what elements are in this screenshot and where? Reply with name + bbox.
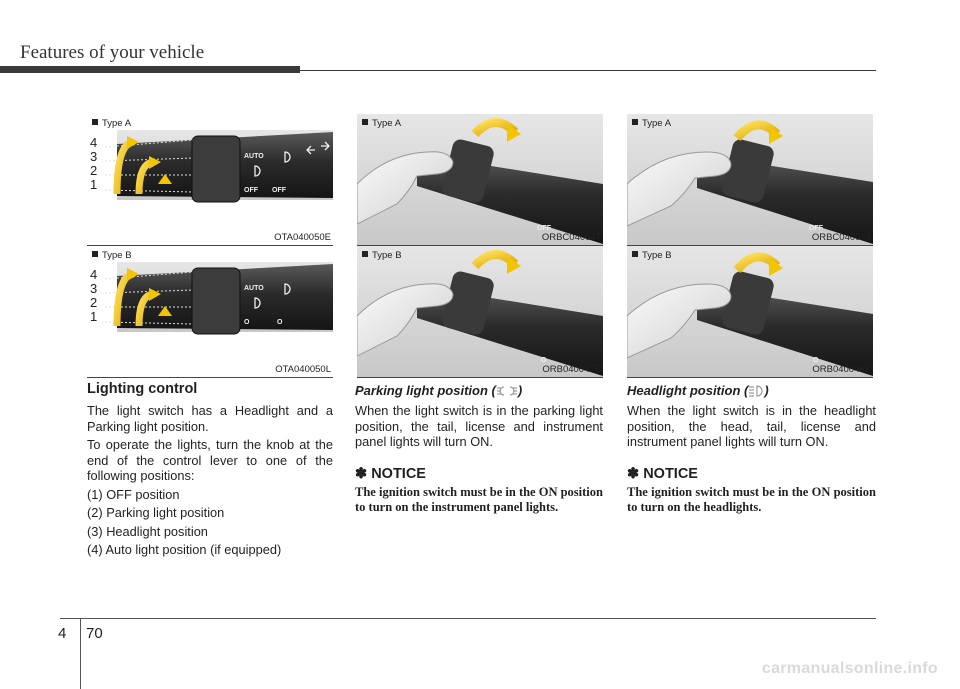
lever-off-label-2: OFF	[272, 187, 286, 194]
section-heading: Parking light position ( )	[355, 383, 603, 401]
header-bar	[0, 66, 300, 73]
parking-light-section	[355, 383, 603, 515]
lever-auto-label: AUTO	[244, 153, 264, 160]
position-number-1: 1	[90, 309, 98, 324]
section-heading: Headlight position ( )	[627, 383, 876, 401]
lever-auto-label: AUTO	[244, 285, 264, 292]
watermark: carmanualsonline.info	[761, 660, 938, 677]
paragraph: The light switch has a Headlight and a Parking light position.	[87, 403, 333, 434]
lever-illustration	[87, 114, 333, 246]
list-item: (2) Parking light position	[87, 505, 225, 520]
lever-illustration	[87, 246, 333, 378]
footer-divider	[80, 618, 81, 689]
section-heading: Lighting control	[87, 381, 198, 397]
notice-heading: ✽ NOTICE	[627, 465, 698, 482]
paragraph: When the light switch is in the headlight position, the head, tail, license and instrument panel lights will turn ON.	[627, 403, 876, 449]
notice-body: The ignition switch must be in the ON position to turn on the headlights.	[627, 484, 876, 514]
notice-body: The ignition switch must be in the ON position to turn on the instrument panel lights.	[355, 484, 603, 514]
notice-heading: ✽ NOTICE	[355, 465, 426, 482]
figure-code: ORBC040048	[811, 232, 871, 243]
figure-type-label: Type B	[362, 250, 402, 261]
figure-headlight-type-b	[627, 246, 873, 378]
figure-code: OTA040050E	[274, 232, 331, 243]
header-rule	[300, 70, 876, 71]
figure-code: ORBC040047	[541, 232, 601, 243]
hand-turning-knob-illustration	[357, 114, 603, 246]
footer-rule	[60, 618, 876, 619]
figure-code: OTA040050L	[275, 364, 331, 375]
hand-turning-knob-illustration	[357, 246, 603, 378]
lever-off-label: OFF	[244, 187, 258, 194]
figure-parking-type-b	[357, 246, 603, 378]
header-title: Features of your vehicle	[20, 42, 205, 63]
figure-code: ORB040047E	[542, 364, 601, 375]
paragraph: To operate the lights, turn the knob at the end of the control lever to one of the following positions:	[87, 437, 333, 483]
headlight-section	[627, 383, 876, 515]
figure-type-label: Type B	[92, 250, 132, 261]
switch-off-label: OFF	[537, 225, 551, 232]
figure-code: ORB040048E	[812, 364, 871, 375]
figure-parking-type-a	[357, 114, 603, 246]
figure-type-label: Type A	[92, 118, 131, 129]
hand-turning-knob-illustration	[627, 114, 873, 246]
hand-turning-knob-illustration	[627, 246, 873, 378]
position-number-2: 2	[90, 295, 98, 310]
position-number-3: 3	[90, 149, 98, 164]
parking-light-icon	[496, 384, 518, 401]
switch-o-label: O	[541, 357, 547, 364]
figure-type-label: Type A	[632, 118, 671, 129]
position-number-2: 2	[90, 163, 98, 178]
position-number-1: 1	[90, 177, 98, 192]
chapter-number: 4	[58, 625, 67, 642]
switch-off-label: OFF	[809, 225, 823, 232]
figure-type-label: Type B	[632, 250, 672, 261]
list-item: (3) Headlight position	[87, 523, 208, 539]
paragraph: When the light switch is in the parking light position, the tail, license and instrument panel lights will turn ON.	[355, 403, 603, 449]
figure-type-label: Type A	[362, 118, 401, 129]
list-item: (4) Auto light position (if equipped)	[87, 542, 282, 557]
lighting-control-section	[87, 381, 333, 561]
figure-lever-type-a	[87, 114, 333, 246]
switch-o-label: O	[813, 357, 819, 364]
lever-o-label: O	[244, 319, 250, 326]
list-item: (1) OFF position	[87, 486, 180, 502]
headlight-icon	[748, 384, 764, 401]
position-number-4: 4	[90, 135, 98, 150]
figure-lever-type-b	[87, 246, 333, 378]
position-number-3: 3	[90, 281, 98, 296]
notice-asterisk-icon: ✽	[627, 465, 644, 482]
notice-asterisk-icon: ✽	[355, 465, 372, 482]
figure-headlight-type-a	[627, 114, 873, 246]
lever-o-label-2: O	[277, 319, 283, 326]
page-number: 70	[86, 625, 103, 642]
position-number-4: 4	[90, 267, 98, 282]
